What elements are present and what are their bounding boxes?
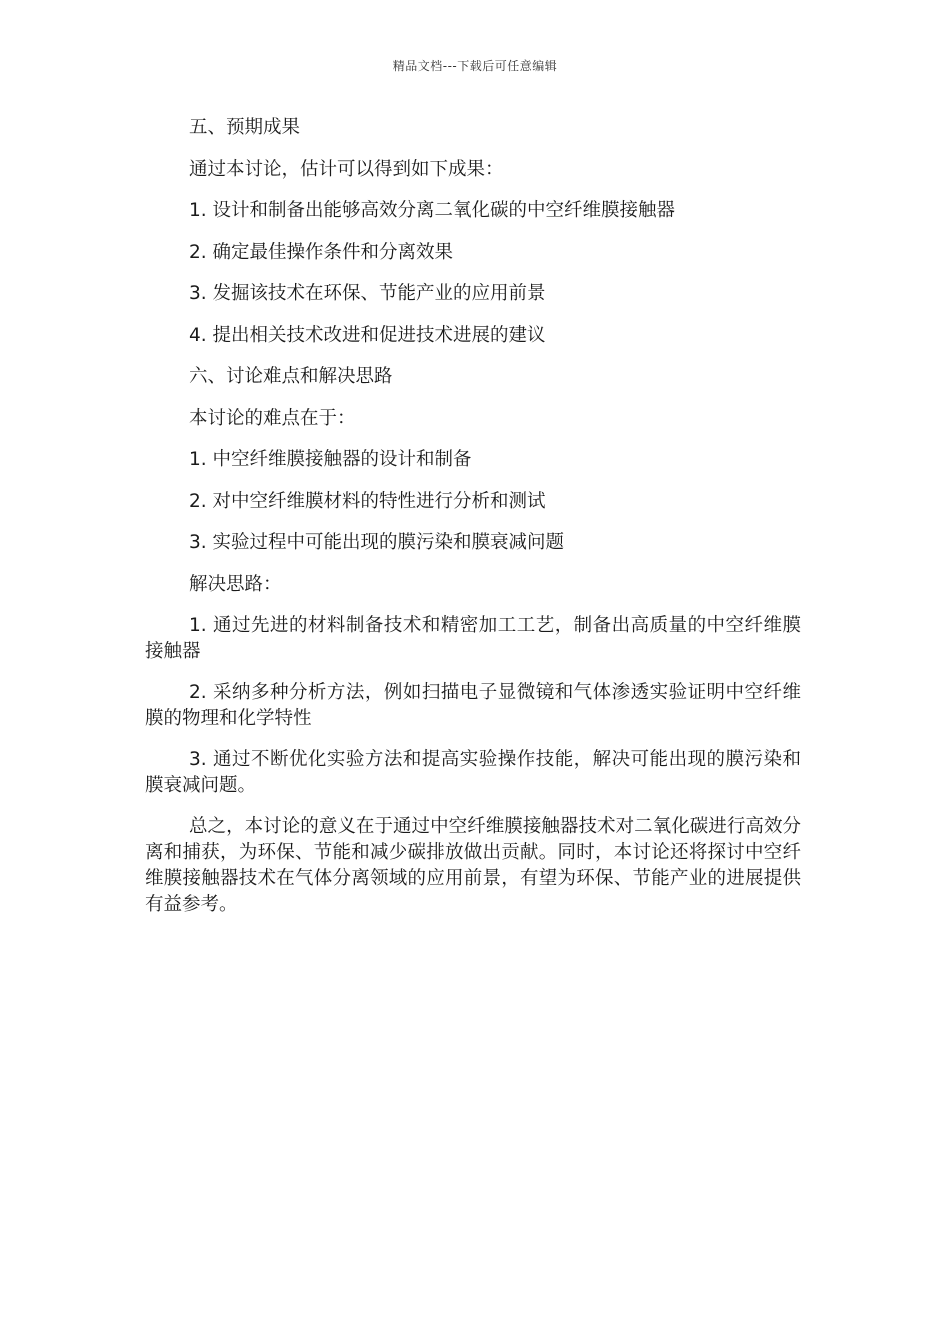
section-5-heading: 五、预期成果: [189, 117, 301, 138]
solution-item-1: 1. 通过先进的材料制备技术和精密加工工艺，制备出高质量的中空纤维膜接触器: [145, 615, 801, 662]
outcome-item-3: 3. 发掘该技术在环保、节能产业的应用前景: [189, 283, 546, 304]
outcome-item-2: 2. 确定最佳操作条件和分离效果: [189, 241, 454, 263]
document-body: [145, 115, 801, 933]
difficulty-item-3: 3. 实验过程中可能出现的膜污染和膜衰减问题: [189, 532, 565, 553]
page-header: 精品文档---下载后可任意编辑: [392, 59, 558, 73]
conclusion-paragraph: 总之，本讨论的意义在于通过中空纤维膜接触器技术对二氧化碳进行高效分离和捕获，为环保、节能和减少碳排放做出贡献。同时，本讨论还将探讨中空纤维膜接触器技术在气体分离领域的应用前景，有望为环保、节能产业的进展提供有益参考。: [145, 816, 801, 915]
solution-item-3: 3. 通过不断优化实验方法和提高实验操作技能，解决可能出现的膜污染和膜衰减问题。: [145, 749, 801, 796]
difficulty-item-1: 1. 中空纤维膜接触器的设计和制备: [189, 449, 472, 470]
difficulty-item-2: 2. 对中空纤维膜材料的特性进行分析和测试: [189, 490, 546, 512]
section-6-heading: 六、讨论难点和解决思路: [189, 366, 393, 387]
difficulties-intro: 本讨论的难点在于：: [189, 407, 356, 429]
outcome-item-1: 1. 设计和制备出能够高效分离二氧化碳的中空纤维膜接触器: [189, 200, 676, 221]
solutions-intro: 解决思路：: [189, 573, 282, 595]
section-5-intro: 通过本讨论，估计可以得到如下成果：: [189, 158, 504, 180]
outcome-item-4: 4. 提出相关技术改进和促进技术进展的建议: [189, 324, 546, 346]
solution-item-2: 2. 采纳多种分析方法，例如扫描电子显微镜和气体渗透实验证明中空纤维膜的物理和化学特性: [145, 682, 801, 729]
